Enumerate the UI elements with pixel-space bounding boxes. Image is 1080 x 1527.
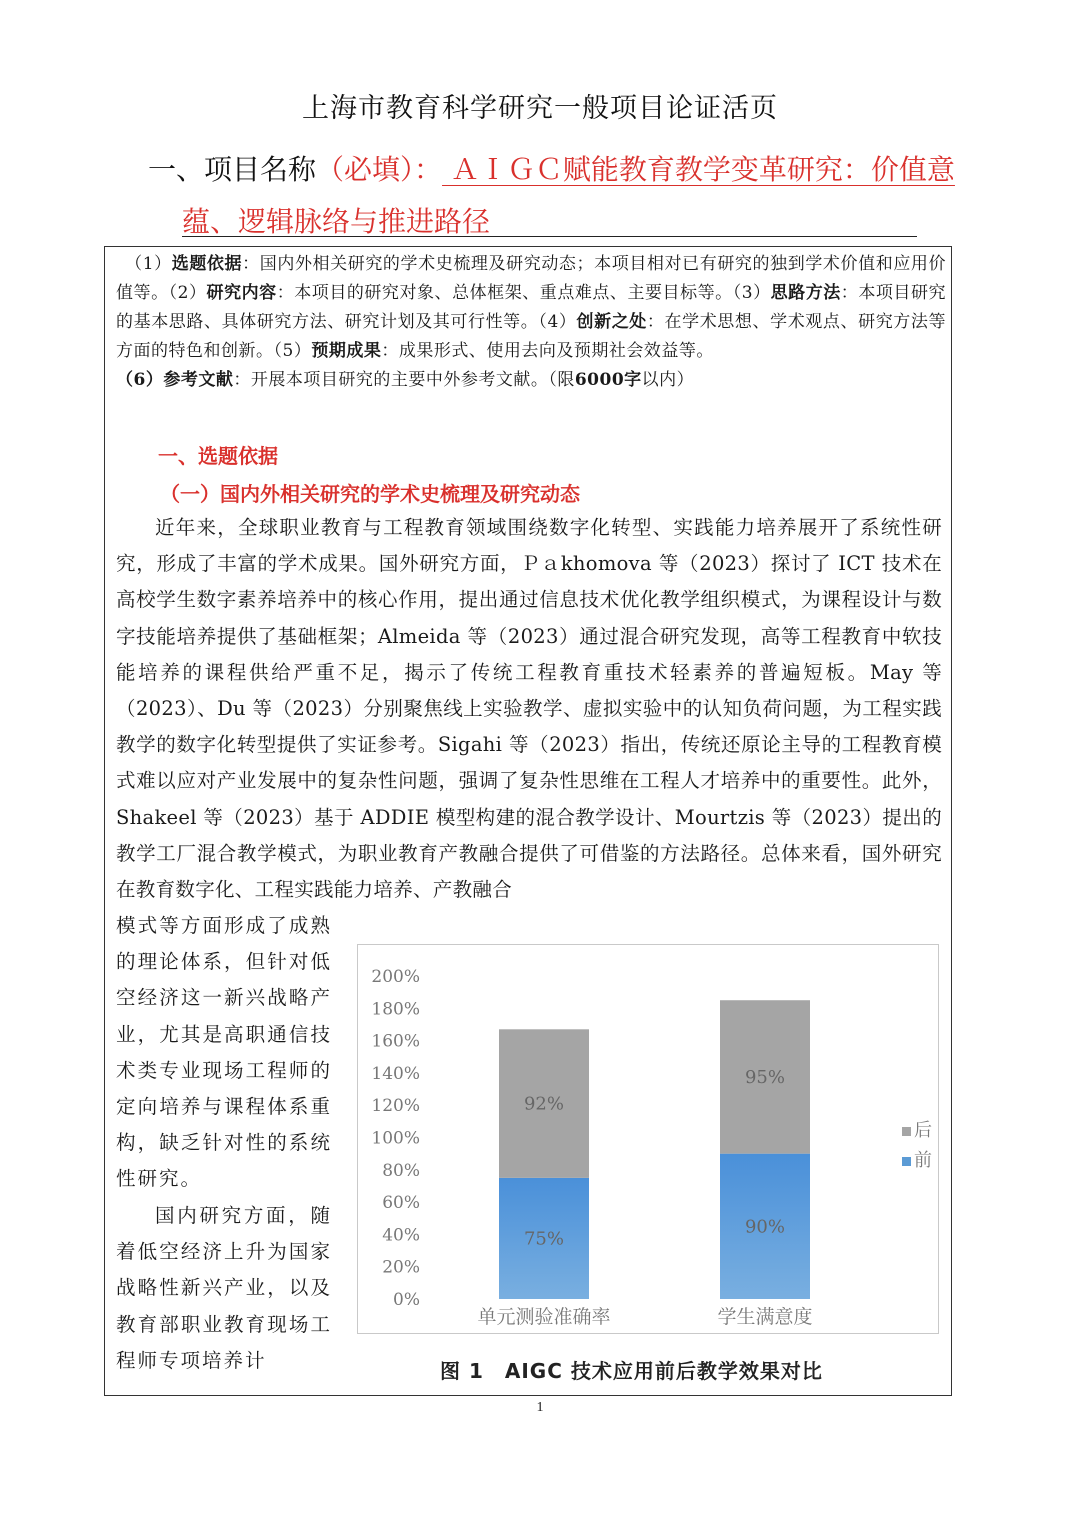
- y-tick-label: 60%: [382, 1193, 420, 1214]
- y-tick-label: 140%: [371, 1063, 420, 1084]
- data-label: 75%: [523, 1228, 565, 1250]
- y-tick-label: 20%: [382, 1257, 420, 1278]
- chart-caption: 图 1 AIGC 技术应用前后教学效果对比: [440, 1359, 823, 1383]
- legend-swatch: [902, 1127, 911, 1136]
- instr-text-4: ：在学术思想、学术观点、研究方法等方面的特色和创新。（5）: [116, 312, 946, 361]
- y-tick-label: 80%: [382, 1160, 420, 1181]
- instr-label-3: 思路方法: [770, 283, 841, 303]
- y-tick-label: 160%: [371, 1031, 420, 1052]
- body-paragraph-1: 近年来，全球职业教育与工程教育领域围绕数字化转型、实践能力培养展开了系统性研究，形成了丰富的学术成果。国外研究方面，Ｐａkhomova 等（2023）探讨了 ICT 技术在高校学生数字素养培养中的核心作用，提出通过信息技术优化教学组织模式，为课程设计与数字技能培养提供了基础框架；Almeida 等（2023）通过混合研究发现，高等工程教育中软技能培养的课程供给严重不足，揭示了传统工程教育重技术轻素养的普遍短板。May 等（2023）、Du 等（2023）分别聚焦线上实验教学、虚拟实验中的认知负荷问题，为工程实践教学的数字化转型提供了实证参考。Sigahi 等（2023）指出，传统还原论主导的工程教育模式难以应对产业发展中的复杂性问题，强调了复杂性思维在工程人才培养中的重要性。此外，Shakeel 等（2023）基于 ADDIE 模型构建的混合教学设计、Mourtzis 等（2023）提出的教学工厂混合教学模式，为职业教育产教融合提供了可借鉴的方法路径。总体来看，国外研究在教育数字化、工程实践能力培养、产教融合: [116, 516, 942, 902]
- instr-label-1: 选题依据: [171, 254, 243, 274]
- page-number: 1: [536, 1400, 544, 1415]
- instr-text-6: ：开展本项目研究的主要中外参考文献。（限: [233, 370, 575, 390]
- bar-chart: [358, 945, 938, 1333]
- subsection-heading: （一）国内外相关研究的学术史梳理及研究动态: [160, 482, 580, 506]
- instr-text-1: ：国内外相关研究的学术史梳理及研究动态；本项目相对已有研究的独到学术价值和应用价值等。（2）: [116, 254, 947, 303]
- y-tick-label: 100%: [371, 1128, 420, 1149]
- y-tick-label: 120%: [371, 1096, 420, 1117]
- instr-limit-unit: 字: [624, 370, 642, 390]
- instr-label-5: 预期成果: [311, 341, 382, 361]
- data-label: 92%: [523, 1093, 565, 1115]
- y-tick-label: 40%: [382, 1225, 420, 1246]
- x-category-label: 学生满意度: [717, 1306, 813, 1328]
- legend-label: 前: [914, 1150, 932, 1171]
- instr-label-2: 研究内容: [206, 283, 277, 303]
- y-tick-label: 200%: [371, 967, 420, 987]
- project-heading: [148, 142, 968, 198]
- body-paragraph-1-continued: 模式等方面形成了成熟的理论体系，但针对低空经济这一新兴战略产业，尤其是高职通信技术类专业现场工程师的定向培养与课程体系重构，缺乏针对性的系统性研究。: [116, 914, 332, 1191]
- legend-swatch: [902, 1157, 911, 1166]
- instr-label-4: 创新之处: [576, 312, 647, 332]
- y-tick-label: 0%: [393, 1290, 420, 1310]
- section-heading: 一、选题依据: [158, 444, 278, 468]
- instr-text-2: ：本项目的研究对象、总体框架、重点难点、主要目标等。（3）: [276, 283, 771, 303]
- instr-text-5: ：成果形式、使用去向及预期社会效益等。: [381, 341, 714, 361]
- x-category-label: 单元测验准确率: [477, 1306, 611, 1328]
- instr-label-6: 参考文献: [163, 370, 234, 390]
- instr-text-6-end: 以内）: [641, 370, 695, 390]
- body-paragraph-2: 国内研究方面，随着低空经济上升为国家战略性新兴产业，以及教育部职业教育现场工程师专项培养计: [116, 1204, 332, 1372]
- instr-limit: 6000: [574, 370, 625, 390]
- data-label: 95%: [744, 1066, 786, 1088]
- chart-figure: [357, 944, 939, 1334]
- project-heading-prefix: 一、项目名称: [148, 153, 317, 186]
- instr-num-6: （6）: [116, 370, 164, 390]
- project-name-line2: 蕴、逻辑脉络与推进路径: [182, 200, 917, 237]
- legend-label: 后: [914, 1120, 932, 1141]
- project-name-line1: ＡＩＧＣ赋能教育教学变革研究：价值意: [442, 153, 955, 186]
- instructions: [116, 250, 946, 395]
- instr-num-1: （1）: [133, 254, 172, 274]
- y-tick-label: 180%: [371, 999, 420, 1020]
- doc-title: 上海市教育科学研究一般项目论证活页: [302, 93, 778, 124]
- instr-text-3: ：本项目研究的基本思路、具体研究方法、研究计划及其可行性等。（4）: [116, 283, 946, 332]
- required-mark: （必填）：: [316, 153, 443, 186]
- data-label: 90%: [744, 1216, 786, 1238]
